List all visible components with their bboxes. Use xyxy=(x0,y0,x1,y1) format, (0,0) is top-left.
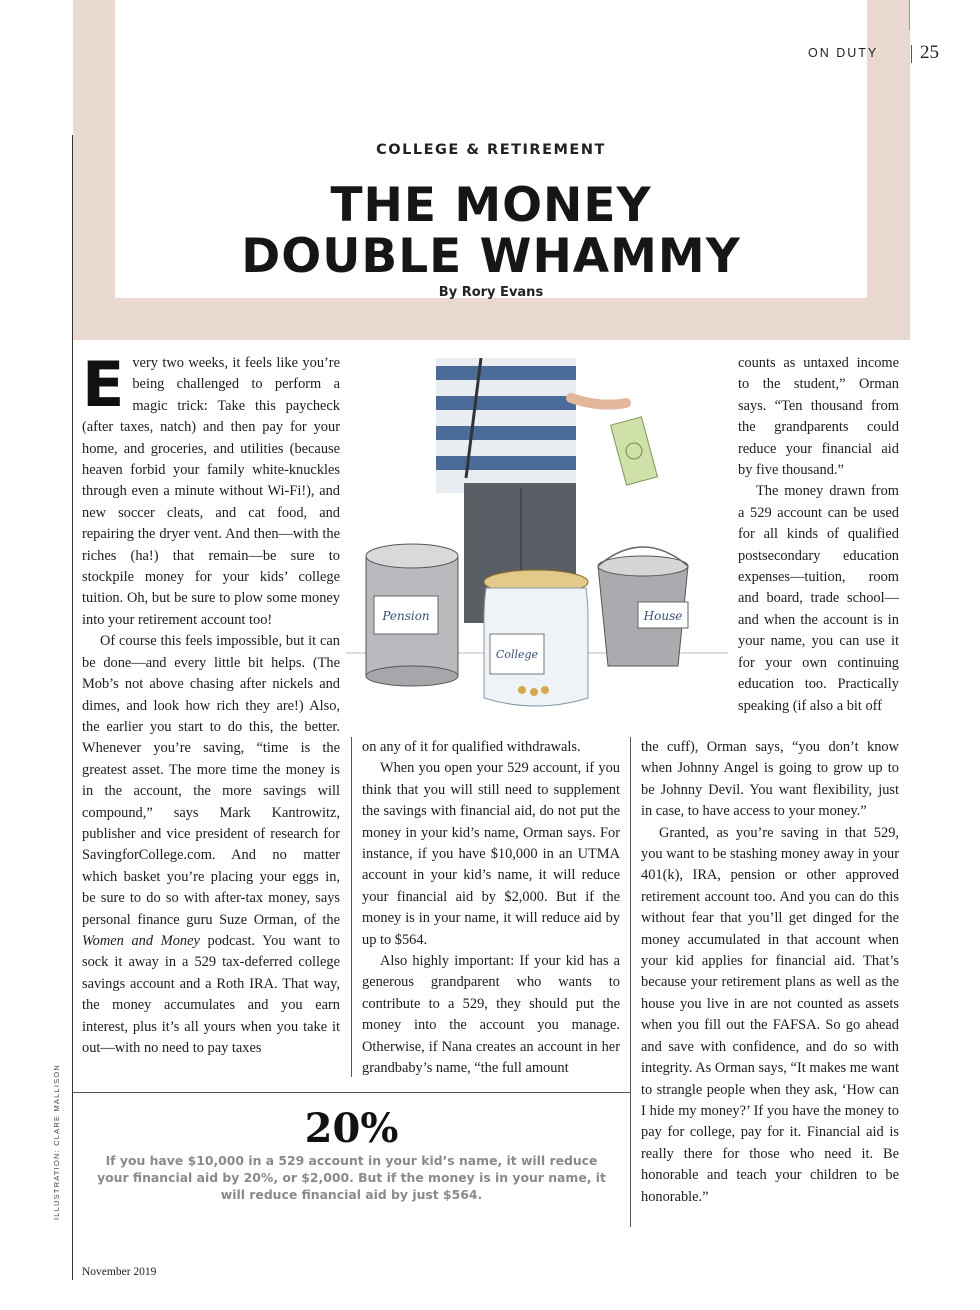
paragraph: Also highly important: If your kid has a generous grandparent who wants to contribute to a 529, they should put the money into the account you manage. Otherwise, if Nana creates an account in her grandbaby’s name, “the full amount xyxy=(362,953,620,1077)
section-label: ON DUTY xyxy=(808,46,879,60)
pension-can xyxy=(366,544,458,686)
paragraph: When you open your 529 account, if you think that you will still need to supplement the savings with financial aid, do not put the money in your kid’s name, Orman says. For instance, if you have $10,000 in an UTMA account in your kid’s name, it will reduce your financial aid by $2,000. But if the money is in your name, it will reduce aid by up to $564. xyxy=(362,760,620,948)
stat-text: If you have $10,000 in a 529 account in your kid’s name, it will reduce your financial aid by 20%, or $2,000. But if the money is in your name, it will reduce financial aid by just $564. xyxy=(97,1153,606,1202)
paragraph: on any of it for qualified withdrawals. xyxy=(362,739,581,755)
byline: By Rory Evans xyxy=(438,285,544,300)
footer-date: November 2019 xyxy=(82,1266,157,1278)
paragraph: counts as untaxed income to the student,” Orman says. “Ten thousand from the grandparents could reduce your financial aid by five thousand.” xyxy=(738,355,899,479)
college-jar xyxy=(484,570,588,706)
house-label: House xyxy=(643,609,683,623)
article-column-3-top xyxy=(738,353,899,717)
illustration xyxy=(346,358,728,724)
drop-cap: E xyxy=(82,348,125,421)
paragraph: Every two weeks, it feels like you’re being challenged to perform a magic trick: Take this paycheck (after taxes, natch) and then pay for your home, and groceries, and utilities (because heaven forbid your family white-knuckles through even a minute without Wi-Fi!), and new soccer cleats, and cat food, and repairing the dryer vent. And then—with the riches (ha!) that remain—be sure to stockpile money for your kids’ college tuition. Oh, but be sure to plow some money into your retirement account too! xyxy=(82,348,340,628)
illustration-credit: ILLUSTRATION: CLARE MALLISON xyxy=(52,1064,61,1220)
dollar-bill-icon xyxy=(611,417,658,485)
article-column-1 xyxy=(82,348,340,1059)
paragraph: Of course this feels impossible, but it can be done—and every little bit helps. (The Mob’s not above chasing after nickels and dimes, and look how rich they are!) Also, the earlier you start to do this, the better. Whenever you’re saving, “time is the greatest asset. The more time the money is in the account, the more savings will compound,” says Mark Kantrowitz, publisher and vice president of research for SavingforCollege.com. And no matter which basket you’re placing your eggs in, be sure to do so with after-tax money, says personal finance guru Suze Orman, of the Women and Money podcast. You want to sock it away in a 529 tax-deferred college savings account and a Roth IRA. That way, the money accumulates and you earn interest, plus it’s all yours when you take it out—with no need to pay taxes xyxy=(82,633,340,1056)
house-bucket xyxy=(598,547,688,666)
column-rule xyxy=(351,737,352,1077)
page-number: 25 xyxy=(920,42,939,63)
stat-number: 20% xyxy=(304,1105,399,1152)
column-rule xyxy=(630,737,631,1227)
kicker: COLLEGE & RETIREMENT xyxy=(376,142,606,158)
article-column-3-bottom xyxy=(641,737,899,1208)
headline-line-1: THE MONEY xyxy=(330,178,652,233)
folio-divider xyxy=(911,45,912,63)
podcast-title: Women and Money xyxy=(82,932,200,949)
college-label: College xyxy=(495,648,539,661)
paragraph: Granted, as you’re saving in that 529, you want to be stashing money away in your 401(k), IRA, pension or other approved retirement account too. And you can do this without fear that you’ll get dinged for the money accumulated in that account when your kid applies for financial aid. That’s because your retirement plans as well as the house you live in are not counted as assets when you fill out the FAFSA. So go ahead and save with confidence, and do so with integrity. As Orman says, “It makes me want to strangle people when they ask, ‘How can I hide my money?’ If you have the money to pay for college, pay for it. Financial aid is really there for those who need it. Be honorable and teach your children to be honorable.” xyxy=(641,824,899,1205)
paragraph: The money drawn from a 529 account can be used for all kinds of qualified postsecondary education expenses—tuition, room and board, trade school—and when the account is in your name, you can use it for your own continuing education too. Practically speaking (if also a bit off xyxy=(738,483,899,714)
callout-rule xyxy=(73,1092,630,1093)
paragraph: the cuff), Orman says, “you don’t know when Johnny Angel is going to grow up to be Johnny Devil. You want flexibility, just in case, to have access to your money.” xyxy=(641,739,899,820)
article-column-2 xyxy=(362,737,620,1080)
pension-label: Pension xyxy=(382,609,430,623)
headline-line-2: DOUBLE WHAMMY xyxy=(241,229,741,284)
headline xyxy=(115,180,867,282)
right-frame-rule xyxy=(909,0,910,30)
